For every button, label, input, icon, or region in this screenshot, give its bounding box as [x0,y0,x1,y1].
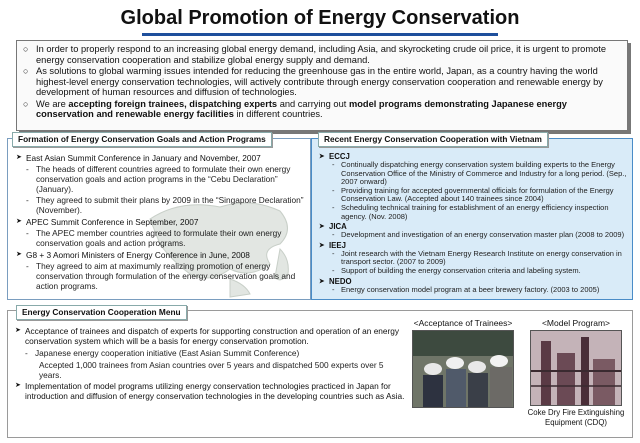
dash-bullet-icon: - [332,160,335,169]
model-program-caption: <Model Program> [541,318,611,328]
intro-text-bold: model programs demonstrating Japanese energy conservation and renewable energy facilities [36,98,567,119]
menu-item-text: Implementation of model programs utilizing energy conservation technologies practiced in Japan for introduction and diffusion of energy conservation technologies in the developing countries such as Asia. [25,381,405,401]
plant-image-icon [531,331,622,406]
dash-bullet-icon: - [26,261,29,271]
arrow-bullet-icon: ➤ [319,241,325,249]
arrow-bullet-icon: ➤ [15,382,21,389]
intro-text-mid: and carrying out [277,98,349,109]
goal-sub-text: They agreed to aim at maximumly realizing promotion of energy conservation through formulation of the energy conservation goals and action programs. [36,261,296,291]
vietnam-list [319,151,631,294]
menu-detail: Accepted 1,000 trainees from Asian countries over 5 years and dispatched 500 experts over 5 years. [39,360,384,380]
goal-item [16,153,306,163]
org-name: NEDO [329,276,352,286]
dash-bullet-icon: - [332,202,335,212]
goal-sub-item [16,261,306,291]
dash-bullet-icon: - [332,284,335,294]
plant-caption: Coke Dry Fire Extinguishing Equipment (CDQ) [527,408,625,427]
org-activity [319,267,631,276]
arrow-bullet-icon: ➤ [319,277,325,285]
org-activity-text: Support of building the energy conservation criteria and labeling system. [341,265,581,275]
org-name: IEEJ [329,240,346,250]
dash-bullet-icon: - [26,195,29,205]
dash-bullet-icon: - [332,265,335,275]
org-activity-text: Continually dispatching energy conservation system building experts to the Energy Conservation Office of the Ministry of Commerce and Industry for a long period. (Sep., 2007 onward) [341,160,627,187]
org-name: ECCJ [329,152,350,161]
arrow-bullet-icon: ➤ [319,153,325,160]
intro-item [23,44,621,65]
goal-sub-text: The APEC member countries agreed to formulate their own energy conservation goals and action programs. [36,228,282,248]
org-activity-text: Energy conservation model program at a beer brewery factory. (2003 to 2005) [341,284,600,294]
vietnam-panel-title: Recent Energy Conservation Cooperation with Vietnam [318,132,548,147]
goal-item [16,250,306,260]
dash-bullet-icon: - [25,348,28,358]
menu-sub-text: Japanese energy cooperation initiative (East Asian Summit Conference) [35,348,300,358]
title-bar [0,4,640,32]
intro-item [23,99,621,120]
goal-sub-text: The heads of different countries agreed to formulate their own energy conservation goals and action programs in the “Cebu Declaration” (January). [36,164,291,194]
org-activity-text: Providing training for accepted governmental officials for formulation of the Energy Conservation Law. (Accepted about 140 trainees since 2004) [341,185,614,204]
goal-sub-item [16,164,306,194]
dash-bullet-icon: - [26,228,29,238]
title-underline [142,33,498,36]
dash-bullet-icon: - [332,230,335,240]
goal-heading: East Asian Summit Conference in January and November, 2007 [26,153,261,163]
arrow-bullet-icon: ➤ [15,327,21,334]
org-activity [319,286,631,295]
org-activity [319,161,631,187]
page-title: Global Promotion of Energy Conservation [120,7,520,29]
menu-item-text: Acceptance of trainees and dispatch of experts for supporting construction and operation of an energy conservation system which will be a basis for energy conservation promotion. [25,326,400,346]
circle-bullet-icon: ○ [23,98,29,109]
arrow-bullet-icon: ➤ [16,218,22,225]
goal-item [16,217,306,227]
org-activity [319,204,631,221]
goal-heading: G8 + 3 Aomori Ministers of Energy Conference in June, 2008 [26,250,250,260]
intro-text-bold: accepting foreign trainees, dispatching experts [68,98,278,109]
dash-bullet-icon: - [26,164,29,174]
goal-heading: APEC Summit Conference in September, 2007 [26,217,199,227]
circle-bullet-icon: ○ [23,66,29,76]
org-activity-text: Development and investigation of an energy conservation master plan (2008 to 2009) [341,230,625,240]
org-activity-text: Scheduling technical training for establishment of an energy efficiency inspection agency. (Nov. 2008) [341,202,609,221]
menu-item [15,381,407,401]
org-activity-text: Joint research with the Vietnam Energy Research Institute on energy conservation in transport sector. (2007 to 2009) [341,248,622,267]
goals-list [16,151,306,291]
trainees-caption: <Acceptance of Trainees> [413,318,513,328]
cooperation-menu-title: Energy Conservation Cooperation Menu [16,305,187,320]
intro-text-post: in different countries. [233,109,323,119]
org-name: JICA [329,222,347,232]
intro-text-pre: We are [36,98,69,109]
intro-item [23,66,621,98]
trainees-photo [412,330,514,408]
dash-bullet-icon: - [332,248,335,258]
vietnam-panel [311,138,633,300]
goals-panel [7,138,311,300]
cooperation-menu-list [15,325,407,401]
intro-text: In order to properly respond to an increasing global energy demand, including Asia, and skyrocketing crude oil price, it is urgent to promote energy conservation cooperation and stabilize global energy supply and demand. [36,44,607,65]
intro-box [16,40,628,131]
goal-sub-text: They agreed to submit their plans by 2009 in the “Singapore Declaration” (November). [36,195,304,215]
intro-text: As solutions to global warming issues intended for reducing the greenhouse gas in the entire world, Japan, as a country having the world highest-level energy conservation technologies, will actively contribute through energy conservation cooperation and renewable energy by development of human resources and diffusion of technologies. [36,66,603,97]
menu-sub-item [15,348,407,358]
org-activity [319,231,631,240]
goals-panel-title: Formation of Energy Conservation Goals and Action Programs [12,132,272,147]
model-program-photo [530,330,622,406]
goal-sub-item [16,195,306,215]
circle-bullet-icon: ○ [23,44,29,54]
menu-item [15,326,407,346]
trainees-image-icon [413,331,514,408]
goal-sub-item [16,228,306,248]
arrow-bullet-icon: ➤ [319,223,325,231]
org-activity [319,187,631,204]
arrow-bullet-icon: ➤ [16,251,22,258]
dash-bullet-icon: - [332,185,335,195]
org-activity [319,250,631,267]
arrow-bullet-icon: ➤ [16,154,22,161]
